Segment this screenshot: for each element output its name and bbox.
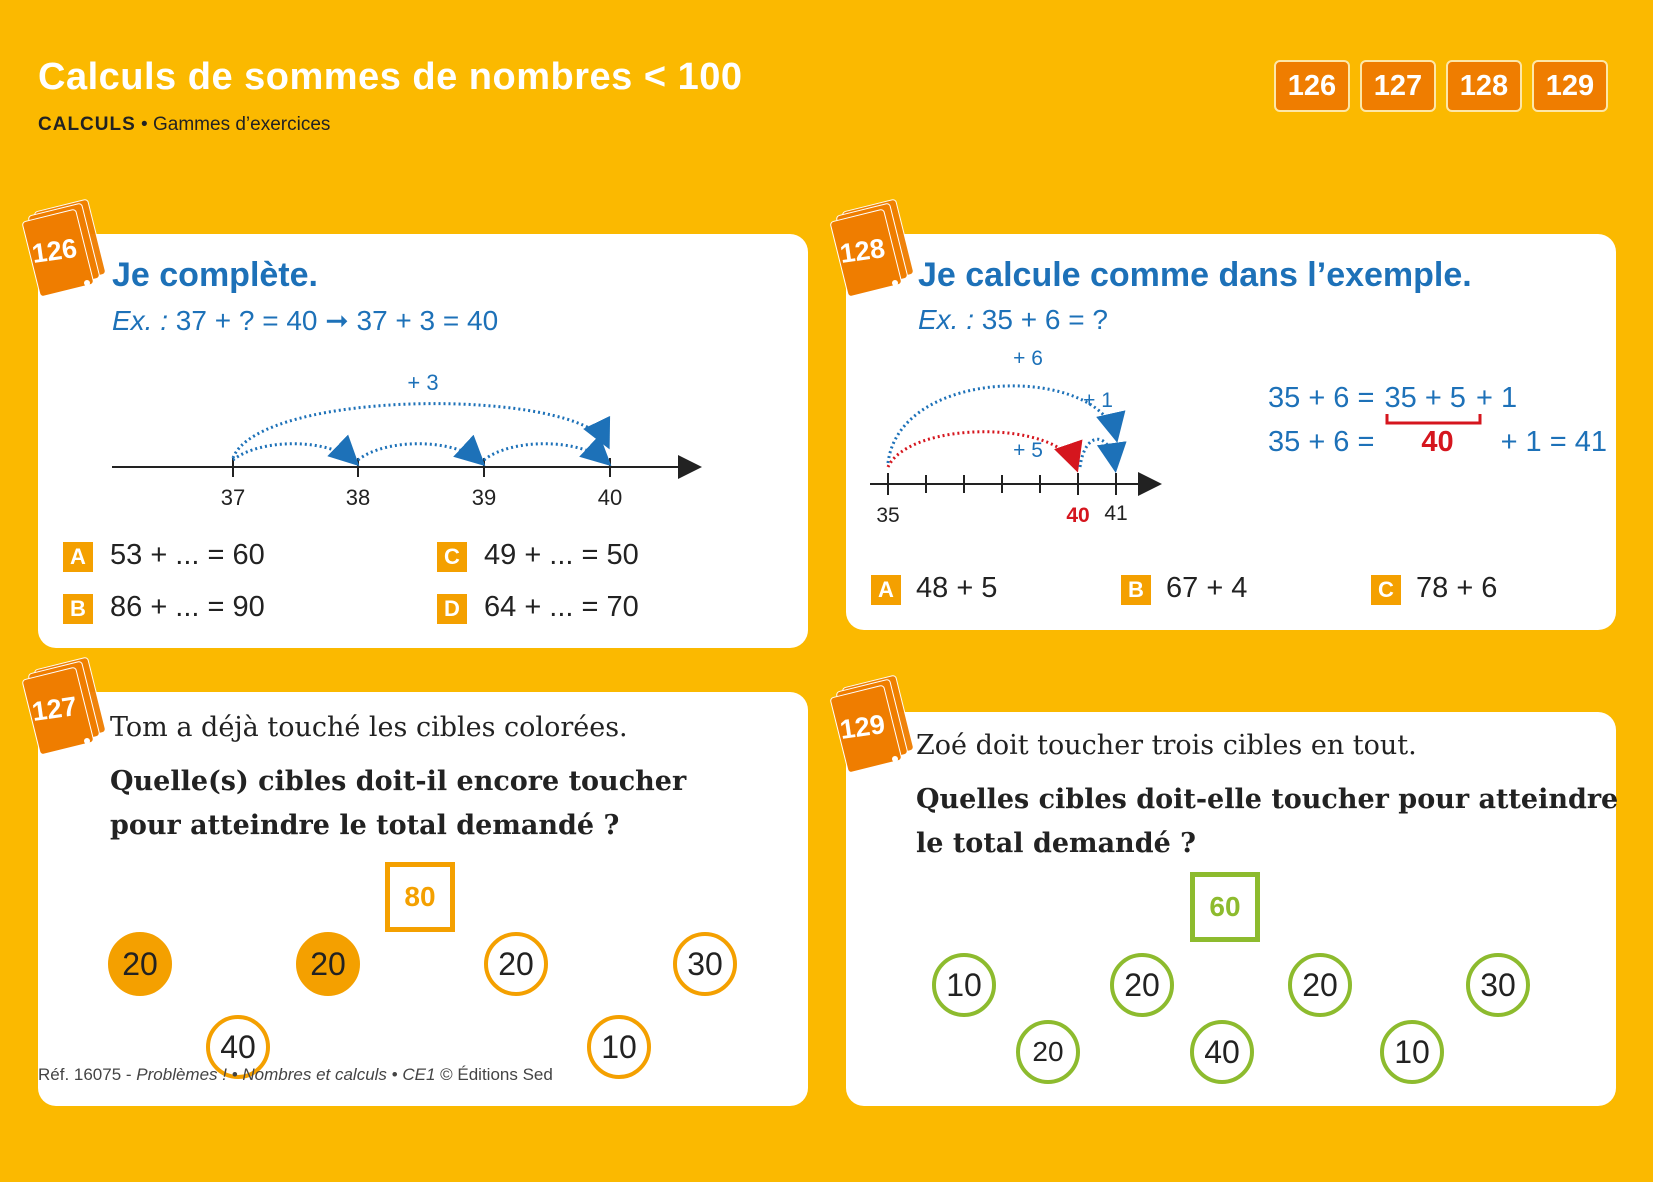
target-40[interactable]: 40 [206, 1015, 270, 1079]
item-letter-a: A [63, 542, 93, 572]
nav-button-128[interactable]: 128 [1446, 60, 1522, 112]
item-letter-c: C [1371, 575, 1401, 605]
item-b-equation: 86 + ... = 90 [110, 591, 265, 623]
tick-label-40: 40 [597, 485, 623, 510]
exercise-128-number-line [860, 345, 1180, 525]
target-10[interactable]: 10 [932, 953, 996, 1017]
exercise-number: 128 [838, 233, 887, 269]
work-line-1-end: + 1 [1476, 382, 1518, 414]
arc-total-label: + 3 [407, 370, 439, 395]
tick-label-35: 35 [876, 504, 900, 525]
target-10[interactable]: 10 [1380, 1020, 1444, 1084]
target-10[interactable]: 10 [587, 1015, 651, 1079]
exercise-129-intro: Zoé doit toucher trois cibles en tout. [916, 730, 1417, 761]
example-equation: 37 + ? = 40 ➞ 37 + 3 = 40 [175, 305, 499, 336]
work-line-2-end: + 1 = 41 [1500, 426, 1607, 458]
target-20[interactable]: 20 [1288, 953, 1352, 1017]
exercise-129-badge [838, 680, 916, 760]
footer-ref: Réf. 16075 - [38, 1065, 137, 1084]
arc-plus-1 [1080, 439, 1115, 467]
target-20-hit[interactable]: 20 [108, 932, 172, 996]
item-letter-c: C [437, 542, 467, 572]
tick-label-41: 41 [1104, 502, 1128, 525]
item-c-equation: 49 + ... = 50 [484, 539, 639, 571]
label-plus-5: + 5 [1013, 439, 1043, 462]
label-plus-6: + 6 [1013, 347, 1043, 370]
arc-step-1 [233, 444, 355, 462]
question-line-1: Quelle(s) cibles doit-il encore toucher [110, 766, 687, 797]
subtitle-category: CALCULS [38, 114, 136, 135]
exercise-126-heading: Je complète. [112, 256, 318, 294]
subtitle-separator: • [135, 114, 153, 135]
footer-publisher: © Éditions Sed [435, 1065, 553, 1084]
item-letter-b: B [1121, 575, 1151, 605]
item-a-equation: 53 + ... = 60 [110, 539, 265, 571]
item-c-sum: 78 + 6 [1416, 572, 1498, 604]
item-letter-b: B [63, 594, 93, 624]
exercise-127-intro: Tom a déjà touché les cibles colorées. [110, 712, 628, 743]
exercise-126-number-line [100, 360, 720, 510]
nav-button-126[interactable]: 126 [1274, 60, 1350, 112]
example-equation: 35 + 6 = ? [981, 304, 1108, 335]
tick-label-40: 40 [1066, 504, 1090, 525]
label-plus-1: + 1 [1083, 389, 1113, 412]
work-line-2-start: 35 + 6 = [1268, 426, 1375, 458]
arc-plus-6 [888, 386, 1116, 463]
exercise-number: 129 [838, 709, 887, 745]
subtitle-section: Gammes d’exercices [153, 114, 331, 135]
work-line-2-result: 40 [1421, 426, 1454, 458]
page-subtitle [38, 114, 330, 136]
question-line-1: Quelles cibles doit-elle toucher pour atteindre [916, 784, 1619, 815]
question-line-2: pour atteindre le total demandé ? [110, 810, 620, 841]
page-number: 52 [1588, 1064, 1612, 1087]
example-prefix: Ex. : [112, 305, 169, 336]
exercise-129-question [916, 778, 1618, 866]
item-d-equation: 64 + ... = 70 [484, 591, 639, 623]
exercise-128-badge [838, 204, 916, 284]
target-30[interactable]: 30 [673, 932, 737, 996]
footer-reference [38, 1065, 553, 1085]
arc-step-2 [358, 444, 481, 462]
exercise-128-heading: Je calcule comme dans l’exemple. [918, 256, 1472, 294]
target-20[interactable]: 20 [484, 932, 548, 996]
target-40[interactable]: 40 [1190, 1020, 1254, 1084]
exercise-number: 127 [30, 691, 79, 727]
item-b-sum: 67 + 4 [1166, 572, 1248, 604]
exercise-127-question [110, 760, 686, 848]
exercise-126-example [112, 304, 498, 337]
target-20[interactable]: 20 [1110, 953, 1174, 1017]
page-title: Calculs de sommes de nombres < 100 [38, 56, 743, 98]
tick-label-38: 38 [345, 485, 371, 510]
total-box: 60 [1190, 872, 1260, 942]
work-line-1-start: 35 + 6 = [1268, 382, 1375, 414]
work-line-2 [1268, 426, 1607, 459]
tick-label-39: 39 [471, 485, 497, 510]
nav-button-127[interactable]: 127 [1360, 60, 1436, 112]
exercise-128-example [918, 304, 1108, 336]
tick-label-37: 37 [220, 485, 246, 510]
footer-book-title: Problèmes ! • Nombres et calculs • CE1 [136, 1065, 436, 1084]
target-30[interactable]: 30 [1466, 953, 1530, 1017]
nav-button-129[interactable]: 129 [1532, 60, 1608, 112]
target-20-hit[interactable]: 20 [296, 932, 360, 996]
example-prefix: Ex. : [918, 304, 975, 335]
work-line-1-group: 35 + 5 [1384, 382, 1466, 414]
work-line-1 [1268, 382, 1517, 415]
exercise-127-badge [30, 662, 108, 742]
question-line-2: le total demandé ? [916, 828, 1196, 859]
item-letter-a: A [871, 575, 901, 605]
arc-step-3 [484, 444, 607, 462]
arc-total [233, 404, 607, 458]
item-letter-d: D [437, 594, 467, 624]
target-20[interactable]: 20 [1016, 1020, 1080, 1084]
item-a-sum: 48 + 5 [916, 572, 998, 604]
grouping-bracket [1384, 412, 1484, 426]
exercise-number: 126 [30, 233, 79, 269]
arc-plus-5 [888, 432, 1076, 467]
exercise-126-badge [30, 204, 108, 284]
total-box: 80 [385, 862, 455, 932]
